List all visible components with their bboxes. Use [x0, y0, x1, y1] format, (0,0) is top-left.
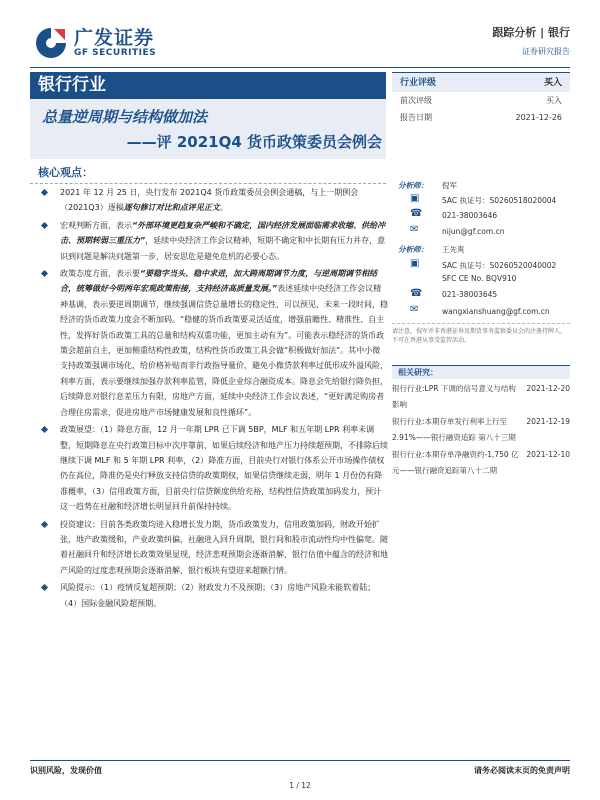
certificate-icon: ▣ [410, 193, 420, 204]
related-research [392, 365, 570, 478]
core-divider [30, 183, 386, 184]
related-item[interactable] [392, 414, 570, 445]
header-divider [30, 67, 570, 68]
related-item[interactable] [392, 447, 570, 478]
phone-icon: ☎ [410, 208, 423, 219]
prev-rating-value: 买入 [546, 96, 562, 105]
related-item-date: 2021-12-19 [526, 417, 570, 426]
related-item[interactable] [392, 381, 570, 412]
analyst-label: 分析师： [398, 181, 428, 190]
bullet-emphasis: 逐句修订对比和点评见正文 [123, 203, 220, 213]
related-item-title[interactable]: 银行行业:本期存单发行利率上行至 2.91%——银行融资追踪 第八十三期 [392, 417, 516, 442]
email-icon: ✉ [410, 224, 419, 235]
company-logo [34, 26, 156, 60]
report-type-tag: 跟踪分析 | 银行 [492, 26, 570, 39]
analyst-sac: SAC 执证号：S0260518020004 [442, 196, 557, 205]
phone-icon: ☎ [410, 288, 423, 299]
core-view-heading: 核心观点： [38, 166, 93, 179]
analyst-sac: SAC 执证号：S0260520040002 [442, 261, 557, 270]
related-item-title[interactable]: 银行行业:LPR 下调的信号意义与结构影响 [392, 384, 516, 409]
bullet-text: 2021 年 12 月 25 日，央行发布 2021Q4 货币政策委员会例会通稿，与上一期例会（2021Q3）逐稿 [60, 188, 359, 213]
analyst-divider [392, 323, 570, 324]
bullet-item [36, 580, 388, 611]
bullet-text: 。 [219, 203, 228, 213]
bullet-text: 政策态度方面，表示要 [60, 269, 140, 279]
bullet-item [36, 185, 388, 216]
page-number: 1 / 12 [289, 781, 311, 790]
bullet-item [36, 266, 388, 420]
prev-rating-label: 前次评级 [400, 96, 432, 105]
analyst-phone: 021-38003646 [442, 211, 498, 220]
bullet-item [36, 218, 388, 264]
footer-disclaimer: 请务必阅读末页的免责声明 [474, 766, 570, 775]
bullet-emphasis: “要稳字当头、稳中求进，加大跨周期调节力度，与逆周期调节相结合，统筹做好今明两年宏观政策衔接，支持经济高质量发展。” [60, 269, 378, 294]
related-heading: 相关研究： [392, 365, 570, 379]
bullet-text: 政策展望：（1）降息方面，12 月一年期 LPR 已下调 5BP，MLF 和五年期 LPR 利率未调整，短期降息在央行政策目标中次序靠前，如果后续经济和地产压力持续超预期，不排除后续继续下调 MLF 和 5 年期 LPR 利率，（2）降准方面，目前央行对银行体系公开市场操作债权仍在高位，降准仍是央行释放支持信贷的政策期权，如果信贷继续走弱，明年 1 月份仍有降准概率，（3）信用政策方面，目前央行信贷额度供给充裕，结构性信贷政策加码发力，预计这一趋势在社融和经济增长明显回升前保持持续。 [60, 425, 388, 512]
email-icon: ✉ [410, 304, 419, 315]
analyst-sfc: SFC CE No. BQV910 [442, 274, 517, 283]
footer-slogan: 识别风险，发现价值 [30, 766, 102, 775]
certificate-icon: ▣ [410, 258, 420, 269]
bullet-item [36, 422, 388, 514]
logo-en-text: GF SECURITIES [74, 47, 157, 58]
report-date-value: 2021-12-26 [515, 113, 562, 122]
bullet-item [36, 517, 388, 579]
analyst-disclaimer: 请注意，倪军并非香港证券及期货事务监察委员会的注册持牌人，不可在香港从事受监管活动。 [392, 328, 567, 344]
gf-logo-icon [34, 26, 68, 60]
bullet-text: ，延续中央经济工作会议精神，短期不确定和中长期有压力并存，意识到问题是解决问题第一步，居安思危是避免危机的必要心态。 [60, 236, 386, 261]
analyst-phone: 021-38003645 [442, 290, 498, 299]
analyst-label: 分析师： [398, 245, 428, 254]
bullet-text: 宏观判断方面，表示 [60, 220, 132, 230]
report-date-label: 报告日期 [400, 113, 432, 122]
core-bullets [36, 185, 388, 613]
bullet-text: 风险提示：（1）疫情反复超预期；（2）财政发力不及预期；（3）房地产风险未能软着陆；（4）国际金融风险超预期。 [60, 583, 376, 608]
analyst-name: 倪军 [442, 181, 457, 190]
footer-divider [30, 760, 570, 761]
analyst-email: nijun@gf.com.cn [442, 227, 505, 236]
industry-banner: 银行行业 [30, 72, 386, 99]
report-title: 总量逆周期与结构做加法 [42, 108, 208, 126]
bullet-text: 投资建议：目前各类政策均进入稳增长发力期，货币政策发力，信用政策加码，财政开始扩张，地产政策缓和，产业政策纠偏，社融进入回升周期，银行间和股市流动性均中性偏宽。随着社融回升和经济增长政策效果显现，经济悲观预期会逐渐消解，银行估值中蕴含的经济和地产风险的过度悲观预期会逐渐消解，银行板块有望迎来超额行情。 [60, 519, 388, 575]
related-item-date: 2021-12-10 [526, 450, 570, 459]
related-item-date: 2021-12-20 [526, 384, 570, 393]
analyst-email: wangxianshuang@gf.com.cn [442, 307, 550, 316]
rating-label: 行业评级 [400, 78, 437, 88]
bullet-emphasis: “外部环境更趋复杂严峻和不确定，国内经济发展面临需求收缩、供给冲击、预期转弱三重压力” [60, 220, 386, 246]
rating-box [392, 72, 570, 126]
rating-value: 买入 [543, 78, 562, 88]
report-subtitle-line: ——评 2021Q4 货币政策委员会例会 [126, 133, 382, 151]
report-subtitle: 证券研究报告 [522, 47, 570, 56]
bullet-text: 表述延续中央经济工作会议精神基调，表示要逆周期调节，继续强调信贷总量增长的稳定性，可以预见，未来一段时间，稳经济的货币政策力度会不断加码。“稳健的货币政策要灵活适度，增强前瞻性、精准性、自主性，发挥好货币政策工具的总量和结构双重功能，更加主动有为”。可能表示稳经济的货币政策会超前自主，更加侧重结构性政策，结构性货币政策工具会做“积极做好加法”。其中小微支持政策强调市场化，给价格补贴而非行政指导量价，避免小微贷款利率过低形成外溢风险，利率方面，表示要继续加强存款利率监管，降低企业综合融资成本。降息会先给银行降负担，后续降息对银行息差压力有限，房地产方面，延续中央经济工作会议表述，“更好满足购房者合理住房需求，促进房地产市场健康发展和良性循环”。 [60, 284, 388, 417]
logo-cn-text: 广发证券 [74, 26, 155, 49]
analyst-name: 王先爽 [442, 245, 465, 254]
related-item-title[interactable]: 银行行业:本期存单净融资约-1,750 亿元——银行融资追踪第八十二期 [392, 450, 519, 475]
